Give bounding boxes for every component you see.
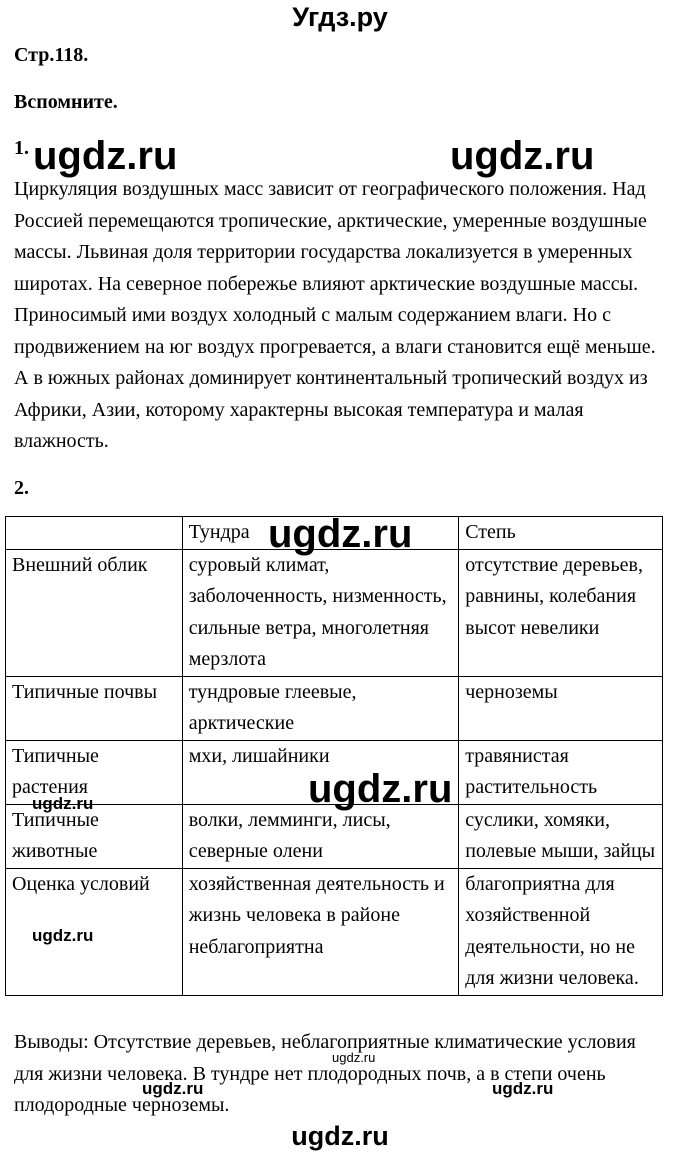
table-row [6, 676, 663, 740]
steppe-cell: травянистая растительность [459, 740, 663, 804]
table-row [6, 549, 663, 676]
table-header-cell: Тундра [182, 517, 459, 550]
row-label: Типичные почвы [6, 676, 183, 740]
section-heading: Вспомните. [14, 91, 118, 113]
page-label: Стр.118. [14, 44, 89, 66]
row-label: Внешний облик [6, 549, 183, 676]
tundra-cell: тундровые глеевые, арктические [182, 676, 459, 740]
tundra-cell: хозяйственная деятельность и жизнь человека в районе неблагоприятна [182, 868, 459, 995]
watermark: ugdz.ru [33, 134, 178, 178]
steppe-cell: суслики, хомяки, полевые мыши, зайцы [459, 804, 663, 868]
comparison-table [5, 516, 663, 996]
question-2-number: 2. [14, 477, 29, 499]
question-1-answer: Циркуляция воздушных масс зависит от географического положения. Над Россией перемещаются тропические, арктические, умеренные воздушные массы. Львиная доля территории государства локализуется в умеренных широтах. На северное побережье влияют арктические воздушные массы. Приносимый ими воздух холодный с малым содержанием влаги. Но с продвижением на юг воздух прогревается, а влаги становится ещё меньше. А в южных районах доминирует континентальный тропический воздух из Африки, Азии, которому характерны высокая температура и малая влажность. [14, 178, 656, 452]
watermark: ugdz.ru [492, 1079, 554, 1098]
watermark: ugdz.ru [308, 767, 453, 811]
table-row [6, 868, 663, 995]
watermark: ugdz.ru [32, 926, 94, 945]
steppe-cell: черноземы [459, 676, 663, 740]
tundra-cell: мхи, лишайники [182, 740, 459, 804]
footer-site: ugdz.ru [291, 1121, 389, 1151]
row-label: Оценка условий [6, 868, 183, 995]
watermark: ugdz.ru [268, 512, 413, 556]
row-label: Типичные растения [6, 740, 183, 804]
table-row [6, 804, 663, 868]
row-label: Типичные животные [6, 804, 183, 868]
steppe-cell: отсутствие деревьев, равнины, колебания высот невелики [459, 549, 663, 676]
watermark: ugdz.ru [32, 794, 94, 813]
tundra-cell: суровый климат, заболоченность, низменность, сильные ветра, многолетняя мерзлота [182, 549, 459, 676]
steppe-cell: благоприятна для хозяйственной деятельности, но не для жизни человека. [459, 868, 663, 995]
watermark: ugdz.ru [450, 134, 595, 178]
conclusion-text: Выводы: Отсутствие деревьев, неблагоприятные климатические условия для жизни человека. В тундре нет плодородных почв, а в степи очень плодородные черноземы. [14, 1031, 636, 1116]
watermark: ugdz.ru [142, 1079, 204, 1098]
table-header-cell [6, 517, 183, 550]
tundra-cell: волки, лемминги, лисы, северные олени [182, 804, 459, 868]
site-title: Угдз.ру [292, 2, 388, 32]
watermark: ugdz.ru [332, 1050, 376, 1065]
table-header-cell: Степь [459, 517, 663, 550]
question-1-number: 1. [14, 137, 29, 159]
